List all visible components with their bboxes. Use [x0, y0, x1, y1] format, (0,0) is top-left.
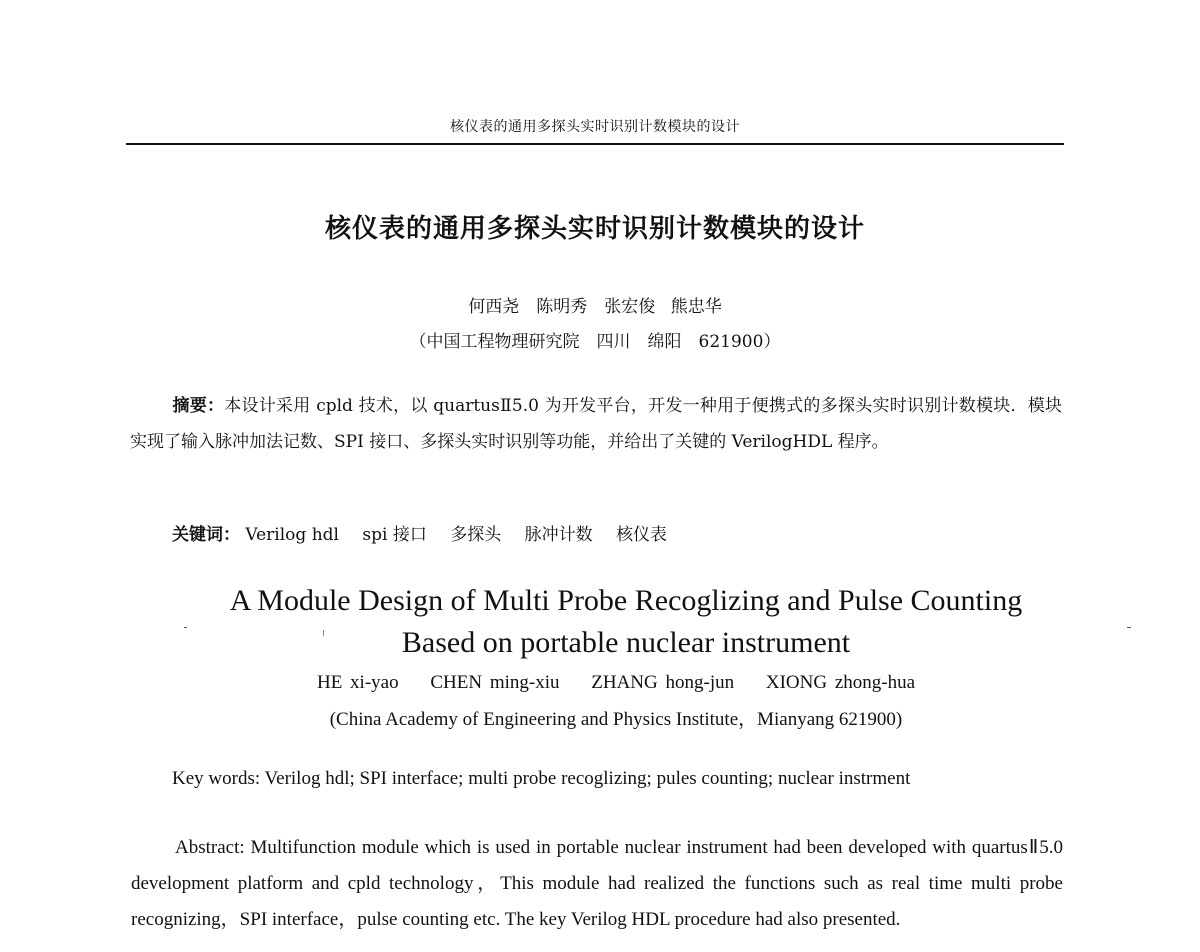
chinese-authors: 何西尧 陈明秀 张宏俊 熊忠华 — [468, 297, 722, 317]
chinese-affiliation: （中国工程物理研究院 四川 绵阳 621900） — [409, 332, 781, 352]
author-name: ZHANG hong-jun — [591, 672, 735, 693]
keyword: 核仪表 — [616, 525, 668, 545]
english-title-line1: A Module Design of Multi Probe Recoglizing and Pulse Counting — [229, 584, 1023, 617]
chinese-abstract — [130, 388, 1062, 460]
chinese-title: 核仪表的通用多探头实时识别计数模块的设计 — [324, 214, 865, 244]
english-authors — [0, 672, 1200, 694]
author-name: HE xi-yao — [316, 672, 399, 693]
chinese-keywords-label: 关键词： — [172, 525, 240, 545]
author-name: XIONG zhong-hua — [765, 672, 916, 693]
keyword: 脉冲计数 — [524, 525, 593, 545]
english-title — [0, 580, 1200, 664]
english-title-line2: Based on portable nuclear instrument — [401, 626, 851, 659]
keyword: spi 接口 — [362, 525, 427, 545]
english-abstract: Abstract: Multifunction module which is used in portable nuclear instrument had been developed with quartusⅡ5.0 development platform and cpld technology，This module had realized the functions such as real time multi probe recognizing，SPI interface，pulse counting etc. The key Verilog HDL procedure had also presented. — [131, 837, 1063, 930]
chinese-keywords — [172, 520, 1072, 545]
author-name: CHEN ming-xiu — [430, 672, 560, 693]
english-keywords: Key words: Verilog hdl; SPI interface; multi probe recoglizing; pules counting; nuclear instrment — [172, 768, 911, 789]
keyword: Verilog hdl — [245, 525, 339, 545]
english-affiliation: (China Academy of Engineering and Physics Institute，Mianyang 621900) — [329, 709, 903, 730]
keyword: 多探头 — [450, 525, 502, 545]
chinese-abstract-text: 本设计采用 cpld 技术，以 quartusⅡ5.0 为开发平台，开发一种用于便携式的多探头实时识别计数模块．模块实现了输入脉冲加法记数、SPI 接口、多探头实时识别等功能，并给出了关键的 VerilogHDL 程序。 — [130, 396, 1062, 452]
chinese-abstract-label: 摘要： — [172, 396, 225, 416]
header-rule — [126, 143, 1064, 145]
running-head: 核仪表的通用多探头实时识别计数模块的设计 — [450, 119, 740, 135]
